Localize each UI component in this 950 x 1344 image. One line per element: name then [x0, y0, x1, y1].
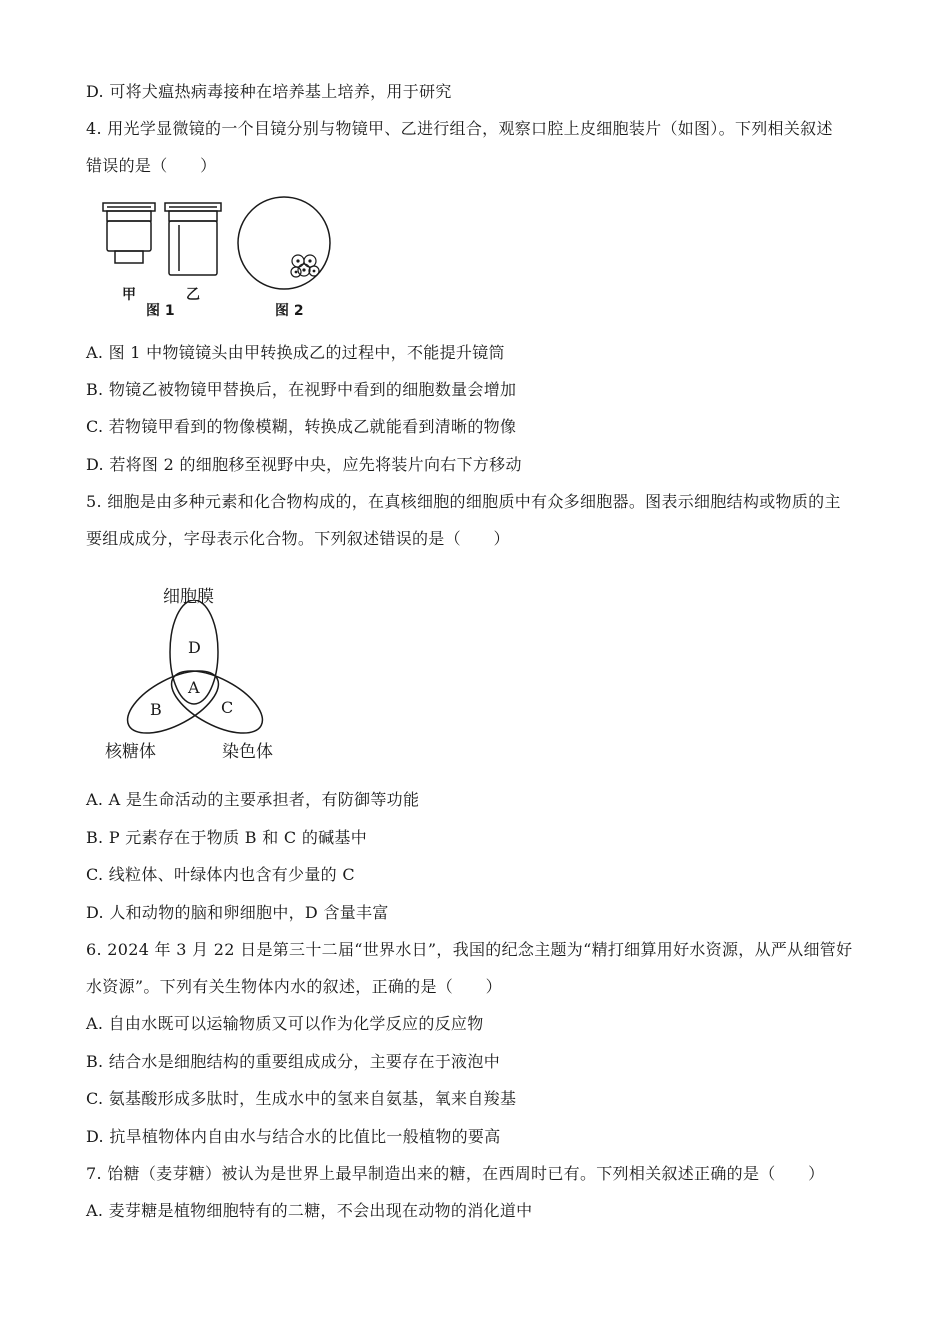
venn-letter-b: B	[150, 700, 162, 719]
q3-option-d: D. 可将犬瘟热病毒接种在培养基上培养，用于研究	[86, 82, 452, 101]
figure2-caption: 图 2	[275, 303, 304, 319]
q6-option-d: D. 抗旱植物体内自由水与结合水的比值比一般植物的要高	[86, 1127, 501, 1146]
venn-letter-a: A	[188, 678, 200, 697]
venn-label-ribosome: 核糖体	[105, 742, 156, 762]
q5-option-b: B. P 元素存在于物质 B 和 C 的碱基中	[86, 828, 368, 847]
venn-letter-d: D	[188, 638, 201, 657]
venn-label-chromosome: 染色体	[222, 742, 273, 762]
q4-option-c: C. 若物镜甲看到的物像模糊，转换成乙就能看到清晰的物像	[86, 417, 517, 436]
objective-lens-b-icon	[165, 203, 221, 275]
q5-option-d: D. 人和动物的脑和卵细胞中，D 含量丰富	[86, 903, 389, 922]
q6-stem-line2: 水资源”。下列有关生物体内水的叙述，正确的是（ ）	[86, 977, 502, 996]
objective-lens-a-icon	[103, 203, 155, 263]
q6-stem-line1: 6. 2024 年 3 月 22 日是第三十二届“世界水日”，我国的纪念主题为“精打细算用好水资源，从严从细管好	[86, 940, 853, 959]
q6-option-a: A. 自由水既可以运输物质又可以作为化学反应的反应物	[86, 1014, 484, 1033]
venn-letter-c: C	[221, 698, 234, 717]
microscope-figure	[95, 195, 340, 295]
q7-option-a: A. 麦芽糖是植物细胞特有的二糖，不会出现在动物的消化道中	[86, 1201, 533, 1220]
field-of-view-icon	[238, 197, 330, 289]
q4-option-d: D. 若将图 2 的细胞移至视野中央，应先将装片向右下方移动	[86, 455, 522, 474]
q5-stem-line1: 5. 细胞是由多种元素和化合物构成的，在真核细胞的细胞质中有众多细胞器。图表示细胞结构或物质的主	[86, 492, 841, 511]
q6-option-b: B. 结合水是细胞结构的重要组成成分，主要存在于液泡中	[86, 1052, 501, 1071]
q4-stem-line1: 4. 用光学显微镜的一个目镜分别与物镜甲、乙进行组合，观察口腔上皮细胞装片（如图）。下列相关叙述	[86, 119, 833, 138]
figure1-caption: 图 1	[146, 303, 175, 319]
venn-label-cell-membrane: 细胞膜	[163, 587, 214, 607]
lens-a-label: 甲	[122, 287, 136, 303]
lens-b-label: 乙	[186, 287, 200, 303]
q5-stem-line2: 要组成成分，字母表示化合物。下列叙述错误的是（ ）	[86, 529, 510, 548]
q4-option-a: A. 图 1 中物镜镜头由甲转换成乙的过程中，不能提升镜筒	[86, 343, 505, 362]
q4-stem-line2: 错误的是（ ）	[86, 156, 217, 175]
venn-left-ellipse	[118, 658, 228, 740]
q5-option-a: A. A 是生命活动的主要承担者，有防御等功能	[86, 790, 420, 809]
q5-option-c: C. 线粒体、叶绿体内也含有少量的 C	[86, 865, 355, 884]
q6-option-c: C. 氨基酸形成多肽时，生成水中的氢来自氨基，氧来自羧基	[86, 1089, 517, 1108]
q7-stem: 7. 饴糖（麦芽糖）被认为是世界上最早制造出来的糖，在西周时已有。下列相关叙述正确的是（ ）	[86, 1164, 825, 1183]
q4-option-b: B. 物镜乙被物镜甲替换后，在视野中看到的细胞数量会增加	[86, 380, 517, 399]
venn-diagram	[115, 600, 275, 740]
